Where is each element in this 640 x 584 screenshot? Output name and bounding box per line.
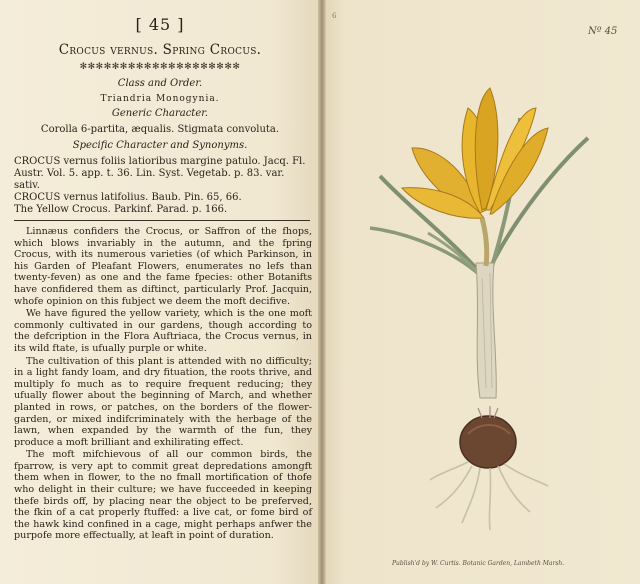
specific-heading: Specific Character and Synonyms.	[72, 140, 248, 151]
generic-text: Corolla 6-partita, æqualis. Stigmata convoluta.	[40, 124, 280, 135]
synonym-2: CROCUS vernus latifolius. Baub. Pin. 65, 66.	[14, 192, 242, 203]
class-value: Triandria Monogynia.	[100, 94, 220, 104]
page-number: [ 45 ]	[135, 15, 185, 34]
page-title: Crocus vernus. Spring Crocus.	[58, 42, 262, 58]
paragraph-2: We have figured the yellow variety, which is the one moft commonly cultivated in our gardens, though according to the defcription in the Flora Auftriaca, the Crocus vernus, in its wild ftate, is ufually purple or white.	[14, 308, 312, 354]
paragraph-3: The cultivation of this plant is attended with no difficulty; in a light fandy loam, and dry fituation, the roots thrive, and multiply fo much as to require frequent reducing; they ufually flower about the beginning of March, and whether planted in rows, or patches, on the borders of the flower-garden, or mixed indifcriminately with the herbage of the lawn, when expanded by the warmth of the fun, they produce a moft brilliant and exhilirating effect.	[14, 355, 312, 448]
corner-mark: 6	[332, 12, 337, 20]
generic-heading: Generic Character.	[111, 108, 209, 119]
paragraph-1: Linnæus confiders the Crocus, or Saffron of the fhops, which blows invariably in the autumn, and the fpring Crocus, with its numerous varieties (of which Parkinson, in his Garden of Pleafant Flowers, enumerates no lefs than twenty-feven) as one and the fame fpecies: other Botanifts have confidered them as diftinct, particularly Prof. Jacquin, whofe opinion on this fubject we deem the moft decifive.	[14, 226, 312, 307]
synonym-1: CROCUS vernus foliis latioribus margine patulo. Jacq. Fl. Austr. Vol. 5. app. t. 36. Lin. Syst. Vegetab. p. 83. var. sativ.	[14, 156, 306, 191]
crocus-illustration	[340, 68, 600, 538]
body-text	[14, 226, 312, 543]
section-rule	[14, 220, 310, 221]
paragraph-4: The moft mifchievous of all our common birds, the fparrow, is very apt to commit great depredations amongft them when in flower, to the no fmall mortification of thofe who delight in their culture; we have fucceeded in keeping thefe birds off, by placing near the object to be preferved, the fkin of a cat properly ftuffed: a live cat, or fome bird of the hawk kind confined in a cage, might perhaps anfwer the purpofe more effectually, at leaft in point of duration.	[14, 449, 312, 542]
plate-number: Nº 45	[588, 26, 618, 37]
ornament-rule: ✻✻✻✻✻✻✻✻✻✻✻✻✻✻✻✻✻✻✻✻	[79, 62, 241, 72]
publisher-imprint: Publish'd by W. Curtis. Botanic Garden, Lambeth Marsh.	[392, 560, 565, 567]
synonym-3: The Yellow Crocus. Parkinf. Parad. p. 166.	[14, 204, 228, 215]
class-heading: Class and Order.	[117, 78, 203, 89]
